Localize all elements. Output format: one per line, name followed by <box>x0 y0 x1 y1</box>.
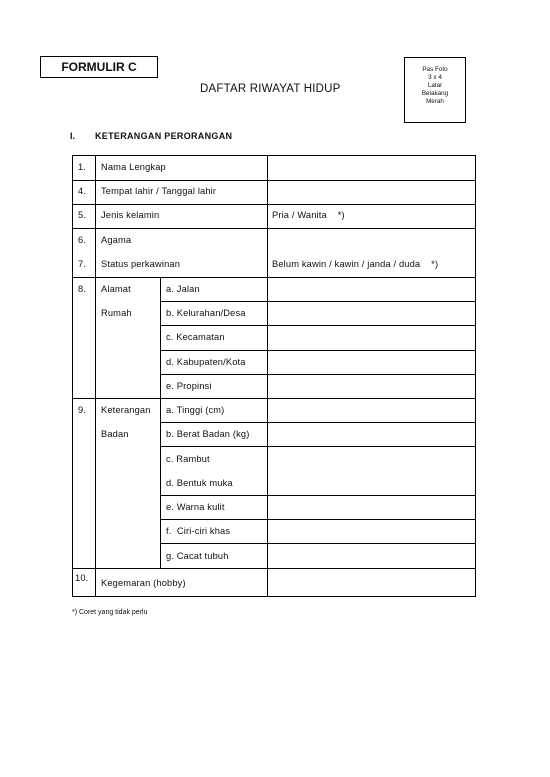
photo-placeholder <box>404 57 466 123</box>
row-label: Tempat lahir / Tanggal lahir <box>101 186 217 196</box>
document-title: DAFTAR RIWAYAT HIDUP <box>200 83 341 95</box>
table-border <box>72 596 476 597</box>
sub-label: c. Rambut <box>166 454 210 464</box>
row-label: Agama <box>101 235 132 245</box>
table-row-line <box>160 446 476 447</box>
table-row-line <box>160 301 476 302</box>
sub-label: d. Kabupaten/Kota <box>166 357 246 367</box>
row-number: 8. <box>78 284 87 294</box>
row-number: 10. <box>75 573 89 583</box>
footnote: *) Coret yang tidak perlu <box>72 609 148 616</box>
photo-text-line: Pas Foto <box>422 66 448 73</box>
row-label: Nama Lengkap <box>101 162 166 172</box>
section-title: KETERANGAN PERORANGAN <box>95 131 233 141</box>
photo-text-line: Merah <box>426 98 444 105</box>
photo-text-line: 3 x 4 <box>428 74 442 81</box>
row-label: Status perkawinan <box>101 259 181 269</box>
row-number: 1. <box>78 162 87 172</box>
photo-text-line: Belakang <box>421 90 449 97</box>
table-row-line <box>160 374 476 375</box>
form-label: FORMULIR C <box>40 56 158 78</box>
sub-label: f. Ciri-ciri khas <box>166 526 231 536</box>
sub-label: c. Kecamatan <box>166 332 225 342</box>
table-divider <box>95 155 96 597</box>
table-border <box>475 155 476 597</box>
sub-label: g. Cacat tubuh <box>166 551 229 561</box>
row-number: 7. <box>78 259 87 269</box>
row-number: 9. <box>78 405 87 415</box>
birth-place-date-field[interactable] <box>268 181 475 204</box>
row-label: Keterangan <box>101 405 151 415</box>
table-row-line <box>160 495 476 496</box>
table-row-line <box>72 277 476 278</box>
row-label: Alamat <box>101 284 131 294</box>
table-row-line <box>160 325 476 326</box>
row-label: Rumah <box>101 308 132 318</box>
table-row-line <box>72 398 476 399</box>
table-row-line <box>160 350 476 351</box>
sub-label: d. Bentuk muka <box>166 478 233 488</box>
name-field[interactable] <box>268 156 475 180</box>
hobby-field[interactable] <box>268 569 475 596</box>
table-row-line <box>72 228 476 229</box>
row-number: 5. <box>78 210 87 220</box>
row-label: Badan <box>101 429 129 439</box>
table-row-line <box>160 543 476 544</box>
gender-options[interactable]: Pria / Wanita *) <box>272 210 345 220</box>
sub-label: a. Jalan <box>166 284 200 294</box>
row-label: Kegemaran (hobby) <box>101 578 186 588</box>
row-number: 4. <box>78 186 87 196</box>
sub-label: b. Kelurahan/Desa <box>166 308 246 318</box>
table-row-line <box>160 422 476 423</box>
table-row-line <box>72 204 476 205</box>
section-number: I. <box>70 131 76 141</box>
sub-label: e. Warna kulit <box>166 502 225 512</box>
row-number: 6. <box>78 235 87 245</box>
marital-status-options[interactable]: Belum kawin / kawin / janda / duda *) <box>272 259 439 269</box>
row-label: Jenis kelamin <box>101 210 160 220</box>
table-row-line <box>160 519 476 520</box>
sub-label: a. Tinggi (cm) <box>166 405 225 415</box>
table-border <box>72 155 73 597</box>
photo-text-line: Latar <box>427 82 443 89</box>
sub-label: b. Berat Badan (kg) <box>166 429 250 439</box>
sub-label: e. Propinsi <box>166 381 212 391</box>
